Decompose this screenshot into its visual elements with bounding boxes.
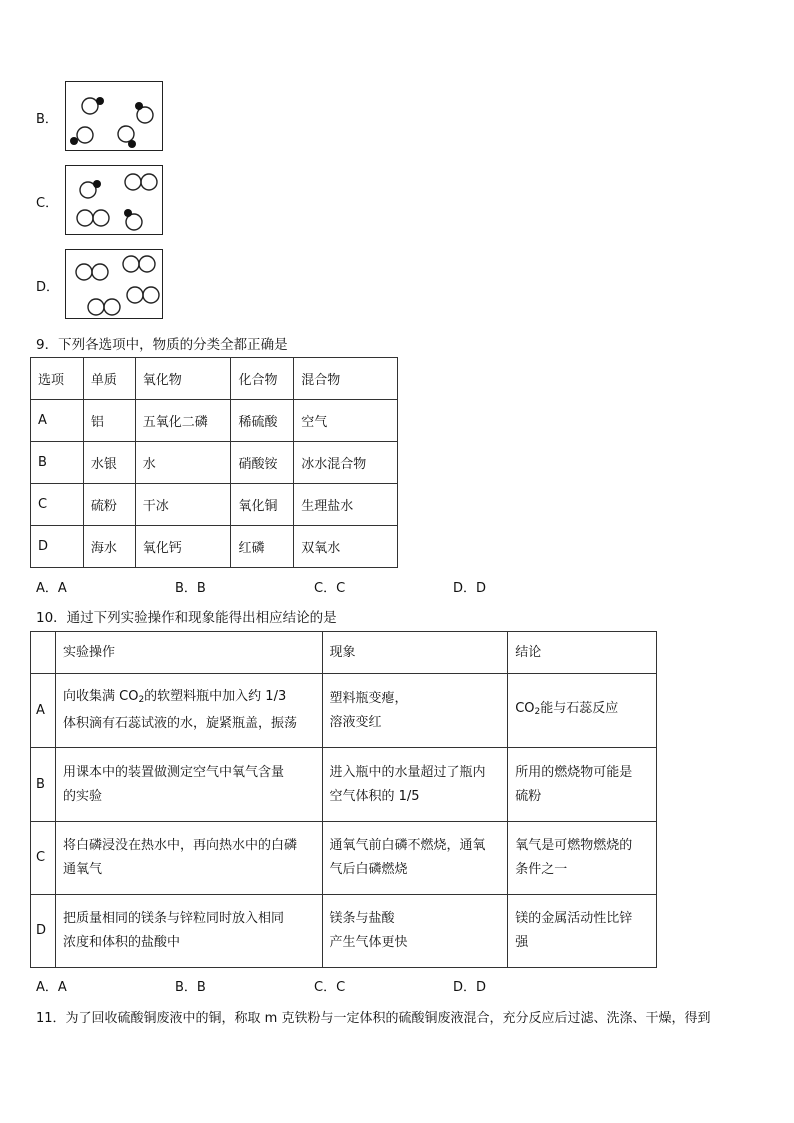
operation-line: 浓度和体积的盐酸中 [62, 935, 180, 950]
operation-line: 用课本中的装置做测定空气中氧气含量 [62, 764, 284, 780]
conclusion-cell [508, 748, 657, 822]
table-row [31, 400, 398, 442]
choice-c[interactable]: C．C [314, 581, 346, 596]
row-id: C [31, 822, 56, 895]
row-id: D [31, 895, 56, 968]
q9-classification-table [30, 357, 398, 568]
table-row [31, 526, 398, 568]
conclusion-cell [508, 822, 657, 895]
table-row [31, 442, 398, 484]
choice-c[interactable]: C．C [314, 980, 346, 995]
header-cell: 结论 [508, 632, 657, 674]
table-cell: 双氧水 [294, 526, 398, 568]
operation-cell [55, 822, 322, 895]
table-cell: 空气 [294, 400, 398, 442]
table-row [31, 484, 398, 526]
header-cell: 现象 [322, 632, 508, 674]
table-cell: D [31, 526, 84, 568]
operation-cell [55, 674, 322, 748]
table-cell: 海水 [83, 526, 135, 568]
phenomenon-line: 空气体积的 1/5 [329, 788, 420, 804]
phenomenon-cell [322, 674, 508, 748]
table-cell: 水 [135, 442, 231, 484]
option-d-diagram [65, 249, 163, 319]
operation-cell [55, 748, 322, 822]
operation-line: 把质量相同的镁条与锌粒同时放入相同 [62, 911, 284, 926]
table-header-row [31, 358, 398, 400]
subscript: 2 [138, 695, 145, 705]
table-row [31, 822, 657, 895]
header-cell: 选项 [31, 358, 84, 400]
text: 向收集满 CO [62, 689, 139, 704]
conclusion-line: 氧气是可燃物燃烧的 [515, 838, 633, 853]
table-cell: 水银 [83, 442, 135, 484]
phenomenon-line: 镁条与盐酸 [329, 911, 395, 926]
table-cell: B [31, 442, 84, 484]
table-cell: 氧化钙 [135, 526, 231, 568]
choice-a[interactable]: A．A [36, 581, 67, 596]
header-cell: 氧化物 [135, 358, 231, 400]
phenomenon-line: 气后白磷燃烧 [329, 862, 408, 877]
phenomenon-cell [322, 822, 508, 895]
text: 的软塑料瓶中加入约 1/3 [144, 689, 287, 704]
q9-title: 9．下列各选项中，物质的分类全都正确是 [36, 337, 288, 353]
text: 能与石蕊反应 [540, 701, 619, 716]
row-id: A [31, 674, 56, 748]
header-cell [31, 632, 56, 674]
operation-line: 通氧气 [62, 862, 102, 877]
option-b-diagram [65, 81, 163, 151]
table-cell: 硝酸铵 [231, 442, 294, 484]
q10-experiment-table [30, 631, 657, 968]
table-cell: 生理盐水 [294, 484, 398, 526]
q9-answer-choices [36, 577, 536, 595]
conclusion-cell [508, 895, 657, 968]
table-cell: 冰水混合物 [294, 442, 398, 484]
conclusion-line: 强 [515, 935, 529, 950]
table-row [31, 748, 657, 822]
text: CO [515, 701, 535, 716]
header-cell: 化合物 [231, 358, 294, 400]
phenomenon-line: 产生气体更快 [329, 935, 408, 950]
choice-b[interactable]: B．B [175, 581, 206, 596]
choice-d[interactable]: D．D [453, 581, 487, 596]
operation-cell [55, 895, 322, 968]
q10-answer-choices [36, 976, 536, 994]
conclusion-line: 条件之一 [515, 862, 568, 877]
phenomenon-cell [322, 748, 508, 822]
option-c-label: C． [36, 196, 59, 211]
operation-line [63, 685, 315, 712]
q11-title: 11．为了回收硫酸铜废液中的铜，称取 m 克铁粉与一定体积的硫酸铜废液混合，充分反应后过滤、洗涤、干燥，得到 [36, 1011, 711, 1026]
header-cell: 实验操作 [55, 632, 322, 674]
table-cell: A [31, 400, 84, 442]
table-row [31, 674, 657, 748]
table-cell: 硫粉 [83, 484, 135, 526]
option-d-label: D． [36, 280, 60, 295]
table-cell: 干冰 [135, 484, 231, 526]
table-header-row [31, 632, 657, 674]
operation-line: 体积滴有石蕊试液的水，旋紧瓶盖，振荡 [62, 716, 297, 731]
table-cell: 稀硫酸 [231, 400, 294, 442]
q10-title: 10．通过下列实验操作和现象能得出相应结论的是 [36, 610, 337, 626]
header-cell: 混合物 [294, 358, 398, 400]
table-cell: 红磷 [231, 526, 294, 568]
subscript: 2 [534, 707, 541, 717]
conclusion-cell [508, 674, 657, 748]
operation-line: 将白磷浸没在热水中，再向热水中的白磷 [62, 838, 297, 853]
particle-diagram-c [66, 166, 164, 236]
phenomenon-line: 通氧气前白磷不燃烧，通氧 [329, 838, 486, 853]
row-id: B [31, 748, 56, 822]
operation-line: 的实验 [62, 788, 102, 804]
table-cell: C [31, 484, 84, 526]
table-cell: 五氧化二磷 [135, 400, 231, 442]
phenomenon-line: 进入瓶中的水量超过了瓶内 [329, 764, 486, 780]
option-c-diagram [65, 165, 163, 235]
conclusion-line: 所用的燃烧物可能是 [515, 764, 633, 780]
particle-diagram-b [66, 82, 164, 152]
particle-diagram-d [66, 250, 164, 320]
phenomenon-line: 塑料瓶变瘪， [329, 690, 408, 706]
conclusion-line: 镁的金属活动性比锌 [515, 911, 633, 926]
table-cell: 氧化铜 [231, 484, 294, 526]
table-row [31, 895, 657, 968]
option-b-label: B． [36, 112, 58, 127]
choice-b[interactable]: B．B [175, 980, 206, 995]
header-cell: 单质 [83, 358, 135, 400]
choice-a[interactable]: A．A [36, 980, 67, 995]
conclusion-line: 硫粉 [515, 788, 542, 804]
table-cell: 铝 [83, 400, 135, 442]
phenomenon-cell [322, 895, 508, 968]
choice-d[interactable]: D．D [453, 980, 487, 995]
phenomenon-line: 溶液变红 [329, 714, 382, 730]
